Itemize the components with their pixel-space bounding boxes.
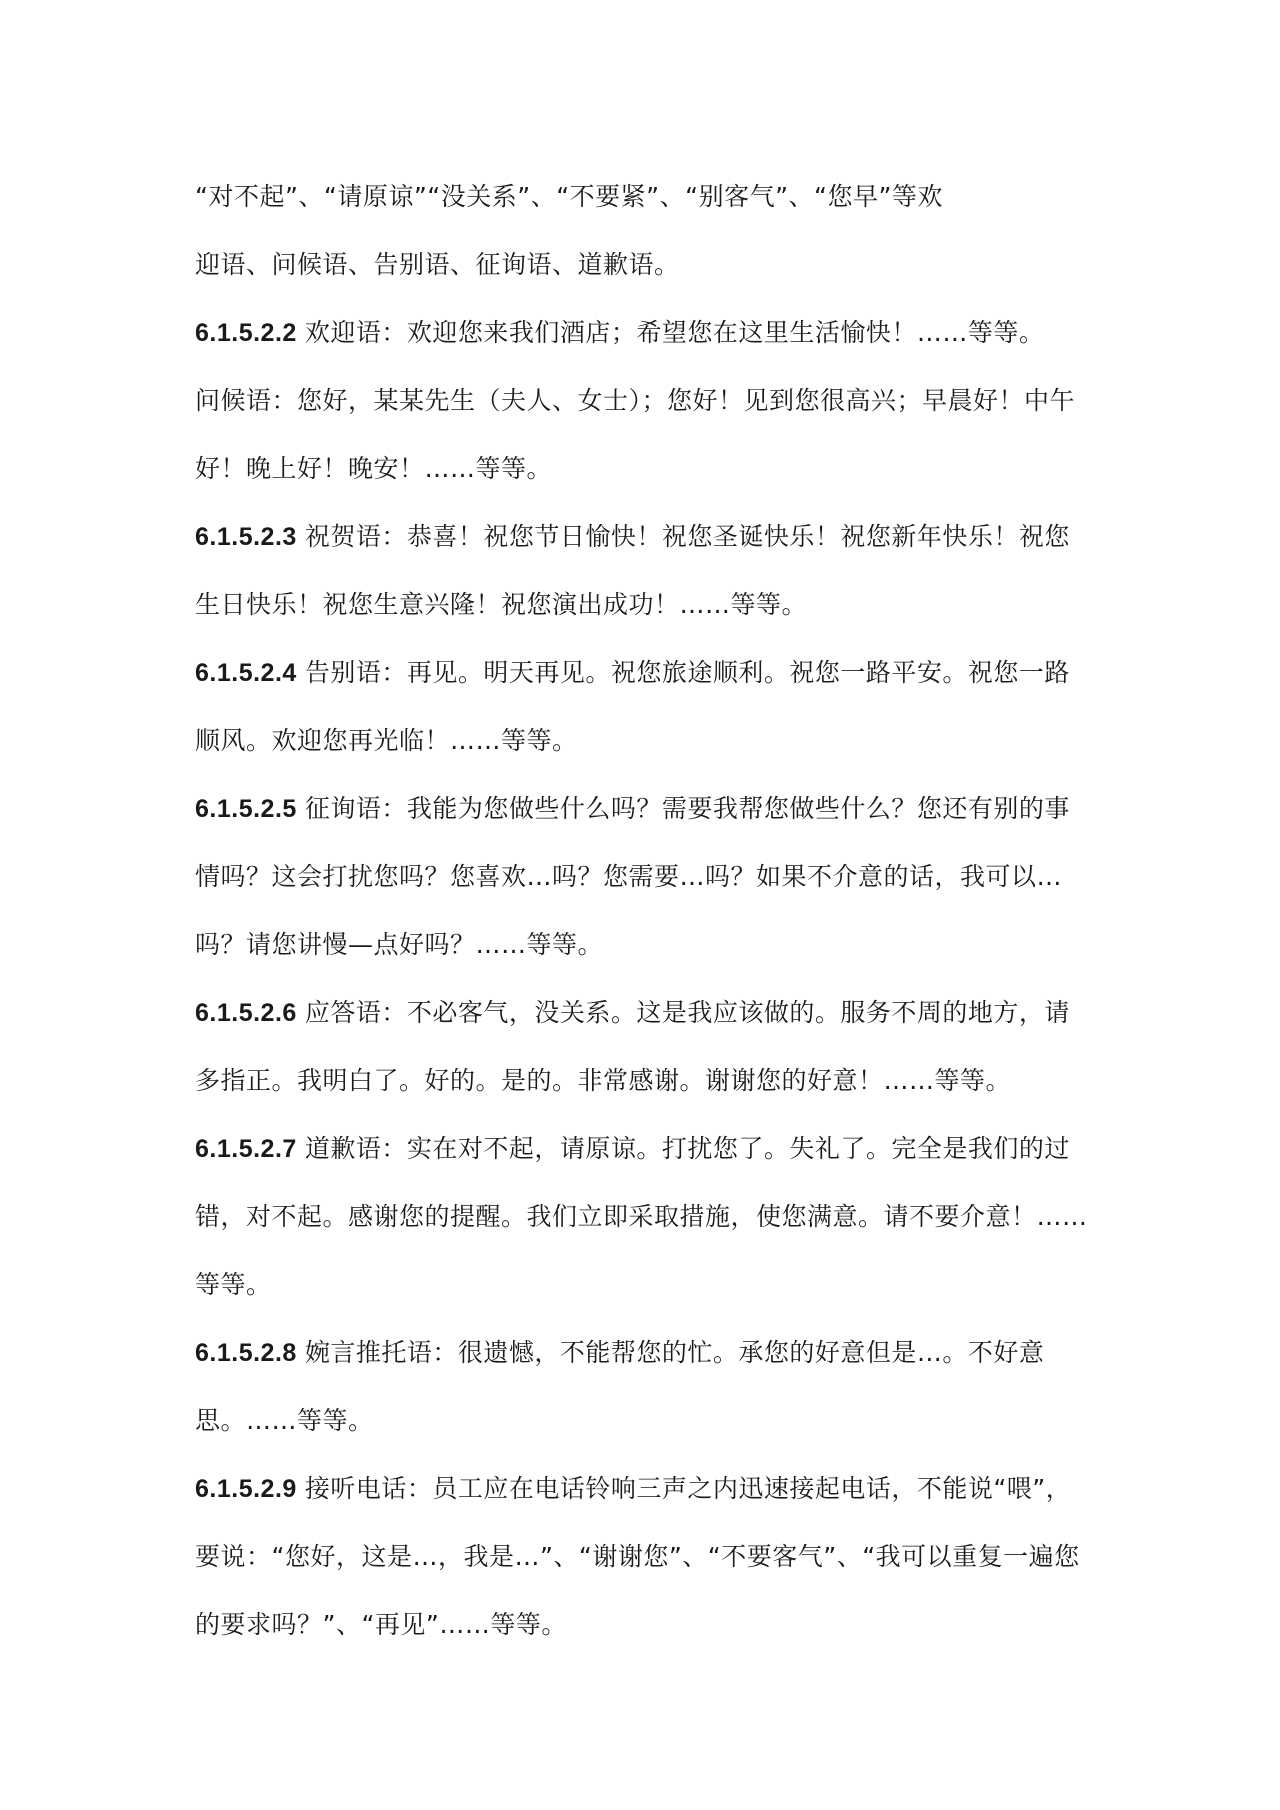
section-number: 6.1.5.2.4	[195, 659, 297, 687]
intro-line: “对不起”、“请原谅”“没关系”、“不要紧”、“别客气”、“您早”等欢	[195, 182, 943, 211]
paragraph-text: 欢迎语：欢迎您来我们酒店；希望您在这里生活愉快！……等等。	[304, 318, 1045, 347]
paragraph-line	[195, 639, 1095, 707]
paragraph-text: 应答语：不必客气，没关系。这是我应该做的。服务不周的地方，请	[304, 998, 1070, 1027]
paragraph-line	[195, 775, 1095, 843]
section-number: 6.1.5.2.5	[195, 795, 297, 823]
section-number: 6.1.5.2.6	[195, 999, 297, 1027]
paragraph-line: 情吗？这会打扰您吗？您喜欢…吗？您需要…吗？如果不介意的话，我可以…	[195, 862, 1063, 891]
document-body	[195, 163, 1095, 1659]
paragraph-line: 等等。	[195, 1270, 272, 1299]
paragraph-line: 吗？请您讲慢—点好吗？……等等。	[195, 930, 604, 959]
section-number: 6.1.5.2.8	[195, 1339, 297, 1367]
section-number: 6.1.5.2.9	[195, 1475, 297, 1503]
section-number: 6.1.5.2.7	[195, 1135, 297, 1163]
paragraph-line: 思。……等等。	[195, 1406, 374, 1435]
paragraph-line	[195, 1319, 1095, 1387]
paragraph-line: 问候语：您好，某某先生（夫人、女士）；您好！见到您很高兴；早晨好！中午	[195, 386, 1076, 415]
paragraph-text: 祝贺语：恭喜！祝您节日愉快！祝您圣诞快乐！祝您新年快乐！祝您	[304, 522, 1070, 551]
paragraph-text: 征询语：我能为您做些什么吗？需要我帮您做些什么？您还有别的事	[304, 794, 1070, 823]
section-number: 6.1.5.2.2	[195, 319, 297, 347]
paragraph-line: 错，对不起。感谢您的提醒。我们立即采取措施，使您满意。请不要介意！……	[195, 1202, 1088, 1231]
paragraph-line: 多指正。我明白了。好的。是的。非常感谢。谢谢您的好意！……等等。	[195, 1066, 1012, 1095]
paragraph-line	[195, 1455, 1095, 1523]
paragraph-line: 好！晚上好！晚安！……等等。	[195, 454, 553, 483]
paragraph-text: 告别语：再见。明天再见。祝您旅途顺利。祝您一路平安。祝您一路	[304, 658, 1070, 687]
paragraph-line: 的要求吗？”、“再见”……等等。	[195, 1610, 567, 1639]
paragraph-line	[195, 1115, 1095, 1183]
paragraph-text: 接听电话：员工应在电话铃响三声之内迅速接起电话，不能说“喂”，	[304, 1474, 1072, 1503]
section-number: 6.1.5.2.3	[195, 523, 297, 551]
paragraph-line	[195, 299, 1095, 367]
paragraph-text: 婉言推托语：很遗憾，不能帮您的忙。承您的好意但是…。不好意	[304, 1338, 1045, 1367]
intro-line: 迎语、问候语、告别语、征询语、道歉语。	[195, 250, 680, 279]
paragraph-line	[195, 503, 1095, 571]
paragraph-line	[195, 979, 1095, 1047]
paragraph-line: 要说：“您好，这是…，我是…”、“谢谢您”、“不要客气”、“我可以重复一遍您	[195, 1542, 1080, 1571]
paragraph-line: 生日快乐！祝您生意兴隆！祝您演出成功！……等等。	[195, 590, 808, 619]
paragraph-line: 顺风。欢迎您再光临！……等等。	[195, 726, 578, 755]
paragraph-text: 道歉语：实在对不起，请原谅。打扰您了。失礼了。完全是我们的过	[304, 1134, 1070, 1163]
